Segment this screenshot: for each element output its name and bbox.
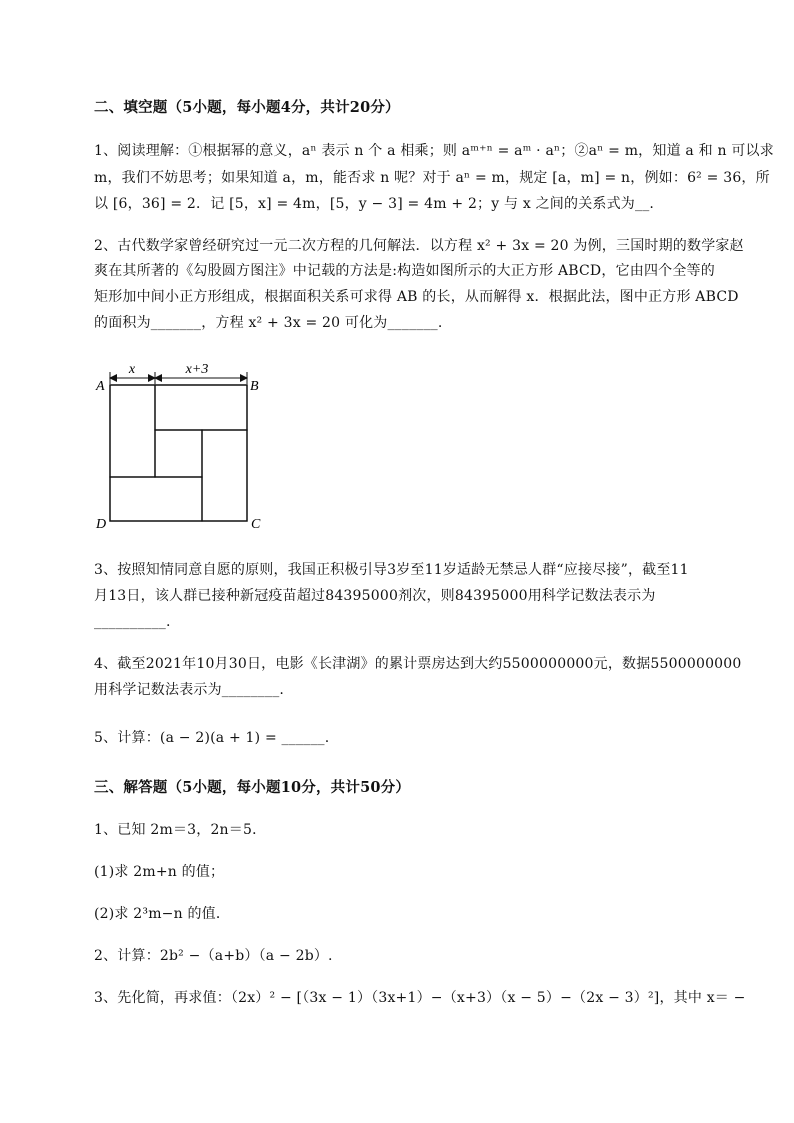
q3-line3: __________. <box>94 614 171 630</box>
rectangle-top <box>155 385 247 430</box>
square-abcd <box>110 385 247 521</box>
q2-line2: 爽在其所著的《勾股圆方图注》中记载的方法是:构造如图所示的大正方形 ABCD，它由四个全等的 <box>94 263 715 279</box>
q2-line3: 矩形加中间小正方形组成，根据面积关系可求得 AB 的长，从而解得 x．根据此法，图中正方形 ABCD <box>94 289 739 305</box>
q1-line3: 以 [6，36] = 2．记 [5，x] = 4m，[5，y − 3] = 4m + 2；y 与 x 之间的关系式为__. <box>94 196 655 212</box>
section2-heading: 二、填空题（5小题，每小题4分，共计20分） <box>94 99 400 116</box>
q4-line1: 4、截至2021年10月30日，电影《长津湖》的累计票房达到大约5500000000元，数据5500000000 <box>94 656 742 672</box>
q5-line1: 5、计算：(a − 2)(a + 1) = ______. <box>94 730 330 746</box>
s3-q3-line1: 3、先化简，再求值：（2x）² − [（3x − 1）（3x+1）−（x+3）（x − 5）−（2x − 3）²]，其中 x＝ − <box>94 990 746 1006</box>
label-x: x <box>128 362 136 377</box>
q1-line1: 1、阅读理解：①根据幂的意义，aⁿ 表示 n 个 a 相乘；则 aᵐ⁺ⁿ = aᵐ · aⁿ；②aⁿ = m，知道 a 和 n 可以求 <box>94 143 774 159</box>
q3-line1: 3、按照知情同意自愿的原则，我国正积极引导3岁至11岁适龄无禁忌人群“应接尽接”，截至11 <box>94 562 689 578</box>
q4-line2: 用科学记数法表示为________. <box>94 682 285 698</box>
vertex-d: D <box>96 517 107 532</box>
q2-line1: 2、古代数学家曾经研究过一元二次方程的几何解法．以方程 x² + 3x = 20 为例，三国时期的数学家赵 <box>94 238 744 254</box>
s3-q1-line3: (2)求 2³m−n 的值． <box>94 906 231 922</box>
q3-line2: 月13日，该人群已接种新冠疫苗超过84395000剂次，则84395000用科学记数法表示为 <box>94 588 656 604</box>
s3-q2-line1: 2、计算：2b² −（a+b）（a − 2b）. <box>94 948 333 964</box>
rectangle-left <box>110 385 155 477</box>
vertex-c: C <box>251 517 261 532</box>
q2-line4: 的面积为_______，方程 x² + 3x = 20 可化为_______. <box>94 315 443 331</box>
s3-q1-line2: (1)求 2m+n 的值； <box>94 864 225 880</box>
vertex-b: B <box>250 379 259 394</box>
center-square <box>155 430 202 477</box>
geometry-figure <box>92 358 282 538</box>
label-x-plus-3: x+3 <box>185 362 209 377</box>
q1-line2: m，我们不妨思考；如果知道 a，m，能否求 n 呢？对于 aⁿ = m，规定 [a，m] = n，例如：6² = 36，所 <box>94 170 770 186</box>
s3-q1-line1: 1、已知 2m＝3，2n＝5． <box>94 822 267 838</box>
section3-heading: 三、解答题（5小题，每小题10分，共计50分） <box>94 779 411 796</box>
rectangle-right <box>202 430 247 521</box>
vertex-a: A <box>96 379 105 394</box>
rectangle-bottom <box>110 477 202 521</box>
